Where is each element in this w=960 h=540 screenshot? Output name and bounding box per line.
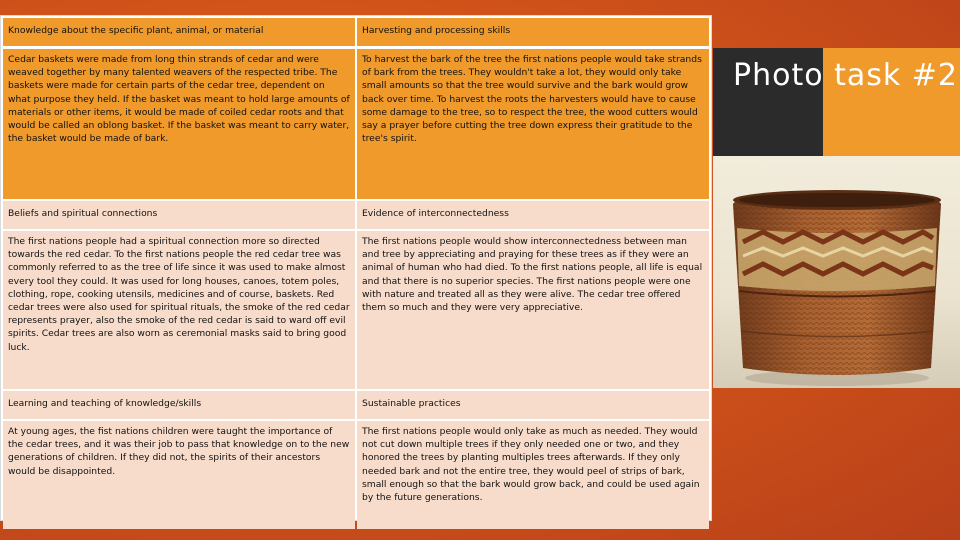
- table-row: [3, 49, 709, 199]
- cell-body-harvesting: To harvest the bark of the tree the first nations people would take strands of bark from the trees. They wouldn't take a lot, they would only take small amounts so that the tree would survive and the bark would grow back over time. To harvest the roots the harvesters would have to cause some damage to the tree, so to respect the tree, the wood cutters would say a prayer before cutting the tree down express their gratitude to the tree's spirit.: [357, 49, 709, 199]
- slide-title: Photo task #2: [733, 58, 959, 93]
- cell-body-knowledge: Cedar baskets were made from long thin strands of cedar and were weaved together by many talented weavers of the respected tribe. The baskets were made for certain parts of the cedar tree, dependent on what purpose they held. If the basket was meant to hold large amounts of materials or other items, it would be made of coiled cedar roots and that would be called an oblong basket. If the basket was meant to carry water, the basket would be made of bark.: [3, 49, 355, 199]
- cell-heading-harvesting: Harvesting and processing skills: [357, 18, 709, 47]
- content-table: [0, 15, 712, 521]
- woven-cedar-basket-icon: [713, 156, 960, 388]
- basket-photo: [713, 156, 960, 388]
- cell-body-beliefs: The first nations people had a spiritual connection more so directed towards the red cedar. To the first nations people the red cedar tree was commonly referred to as the tree of life since it was used to make almost every tool they could. It was used for long houses, canoes, totem poles, clothing, rope, cooking utensils, medicines and of course, baskets. Red cedar trees were also used for spiritual rituals, the smoke of the red cedar represents prayer, also the smoke of the red cedar is said to ward off evil spirits. Cedar trees are also worn as ceremonial masks said to bring good luck.: [3, 231, 355, 389]
- table-row: [3, 201, 709, 229]
- cell-body-learning: At young ages, the fist nations children were taught the importance of the cedar trees, and it was their job to pass that knowledge on to the new generations of children. If they did not, the spirits of their ancestors would be disappointed.: [3, 421, 355, 529]
- table-row: [3, 18, 709, 47]
- cell-body-interconnectedness: The first nations people would show interconnectedness between man and tree by appreciating and praying for these trees as if they were an animal of human who had died. To the first nations people, all life is equal and that there is no superior species. The first nations people were one with nature and treated all as they were alive. The cedar tree offered them so much and they were very appreciative.: [357, 231, 709, 389]
- info-grid: [1, 16, 711, 531]
- cell-heading-sustainable: Sustainable practices: [357, 391, 709, 419]
- table-row: [3, 391, 709, 419]
- table-row: [3, 421, 709, 529]
- cell-heading-knowledge: Knowledge about the specific plant, animal, or material: [3, 18, 355, 47]
- cell-body-sustainable: The first nations people would only take as much as needed. They would not cut down multiple trees if they only needed one or two, and they honored the trees by planting multiples trees afterwards. If they only needed bark and not the entire tree, they would peel of strips of bark, small enough so that the bark would grow back, and could be used again by the future generations.: [357, 421, 709, 529]
- cell-heading-interconnectedness: Evidence of interconnectedness: [357, 201, 709, 229]
- cell-heading-learning: Learning and teaching of knowledge/skills: [3, 391, 355, 419]
- table-row: [3, 231, 709, 389]
- cell-heading-beliefs: Beliefs and spiritual connections: [3, 201, 355, 229]
